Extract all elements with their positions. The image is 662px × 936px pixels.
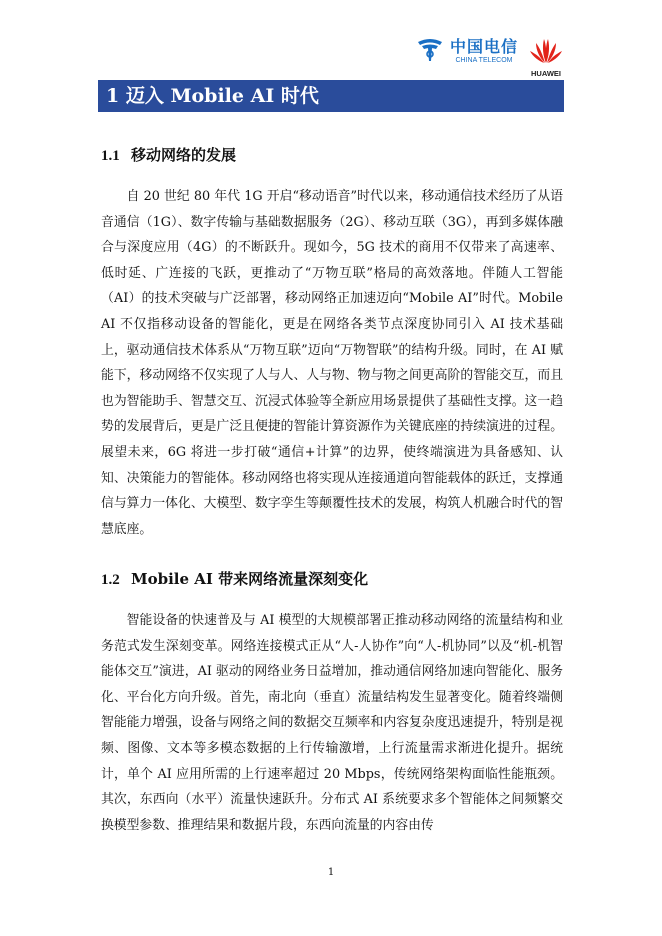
- page-number: 1: [327, 867, 335, 878]
- section-title: 移动网络的发展: [131, 146, 237, 164]
- section-title: Mobile AI 带来网络流量深刻变化: [131, 570, 369, 588]
- chapter-title-bar: [98, 80, 564, 112]
- china-telecom-logo-en: CHINA TELECOM: [455, 56, 513, 64]
- huawei-logo: [528, 36, 564, 78]
- china-telecom-logo: [416, 36, 518, 66]
- chapter-title: 1 迈入 Mobile AI 时代: [106, 85, 319, 107]
- section-number: 1.2: [101, 572, 120, 588]
- section-1-2-paragraph: 智能设备的快速普及与 AI 模型的大规模部署正推动移动网络的流量结构和业务范式发生深刻变革。网络连接模式正从“人-人协作”向“人-机协同”以及“机-机智能体交互”演进，AI 驱动的网络业务日益增加，推动通信网络加速向智能化、服务化、平台化方向升级。首先，南北向（垂直）流量结构发生显著变化。随着终端侧智能能力增强，设备与网络之间的数据交互频率和内容复杂度迅速提升，特别是视频、图像、文本等多模态数据的上行传输激增，上行流量需求渐进化提升。据统计，单个 AI 应用所需的上行速率超过 20 Mbps，传统网络架构面临性能瓶颈。其次，东西向（水平）流量快速跃升。分布式 AI 系统要求多个智能体之间频繁交换模型参数、推理结果和数据片段，东西向流量的内容由传: [101, 613, 563, 833]
- huawei-flower-icon: [528, 36, 564, 68]
- header-logos: [416, 36, 564, 78]
- section-number: 1.1: [101, 148, 120, 164]
- section-heading-1-2: [101, 569, 368, 590]
- huawei-logo-text: HUAWEI: [531, 69, 561, 78]
- china-telecom-emblem-icon: [416, 36, 444, 66]
- section-1-1-paragraph: 自 20 世纪 80 年代 1G 开启“移动语音”时代以来，移动通信技术经历了从语音通信（1G）、数字传输与基础数据服务（2G）、移动互联（3G），再到多媒体融合与深度应用（4G）的不断跃升。现如今，5G 技术的商用不仅带来了高速率、低时延、广连接的飞跃，更推动了“万物互联”格局的高效落地。伴随人工智能（AI）的技术突破与广泛部署，移动网络正加速迈向“Mobile AI”时代。Mobile AI 不仅指移动设备的智能化，更是在网络各类节点深度协同引入 AI 技术基础上，驱动通信技术体系从“万物互联”迈向“万物智联”的结构升级。同时，在 AI 赋能下，移动网络不仅实现了人与人、人与物、物与物之间更高阶的智能交互，而且也为智能助手、智慧交互、沉浸式体验等全新应用场景提供了基础性支撑。这一趋势的发展背后，更是广泛且便捷的智能计算资源作为关键底座的持续演进的过程。展望未来，6G 将进一步打破“通信+计算”的边界，使终端演进为具备感知、认知、决策能力的智能体。移动网络也将实现从连接通道向智能载体的跃迁，支撑通信与算力一体化、大模型、数字孪生等颠覆性技术的发展，构筑人机融合时代的智慧底座。: [101, 189, 563, 537]
- section-heading-1-1: [101, 145, 236, 166]
- china-telecom-logo-cn: 中国电信: [449, 36, 518, 56]
